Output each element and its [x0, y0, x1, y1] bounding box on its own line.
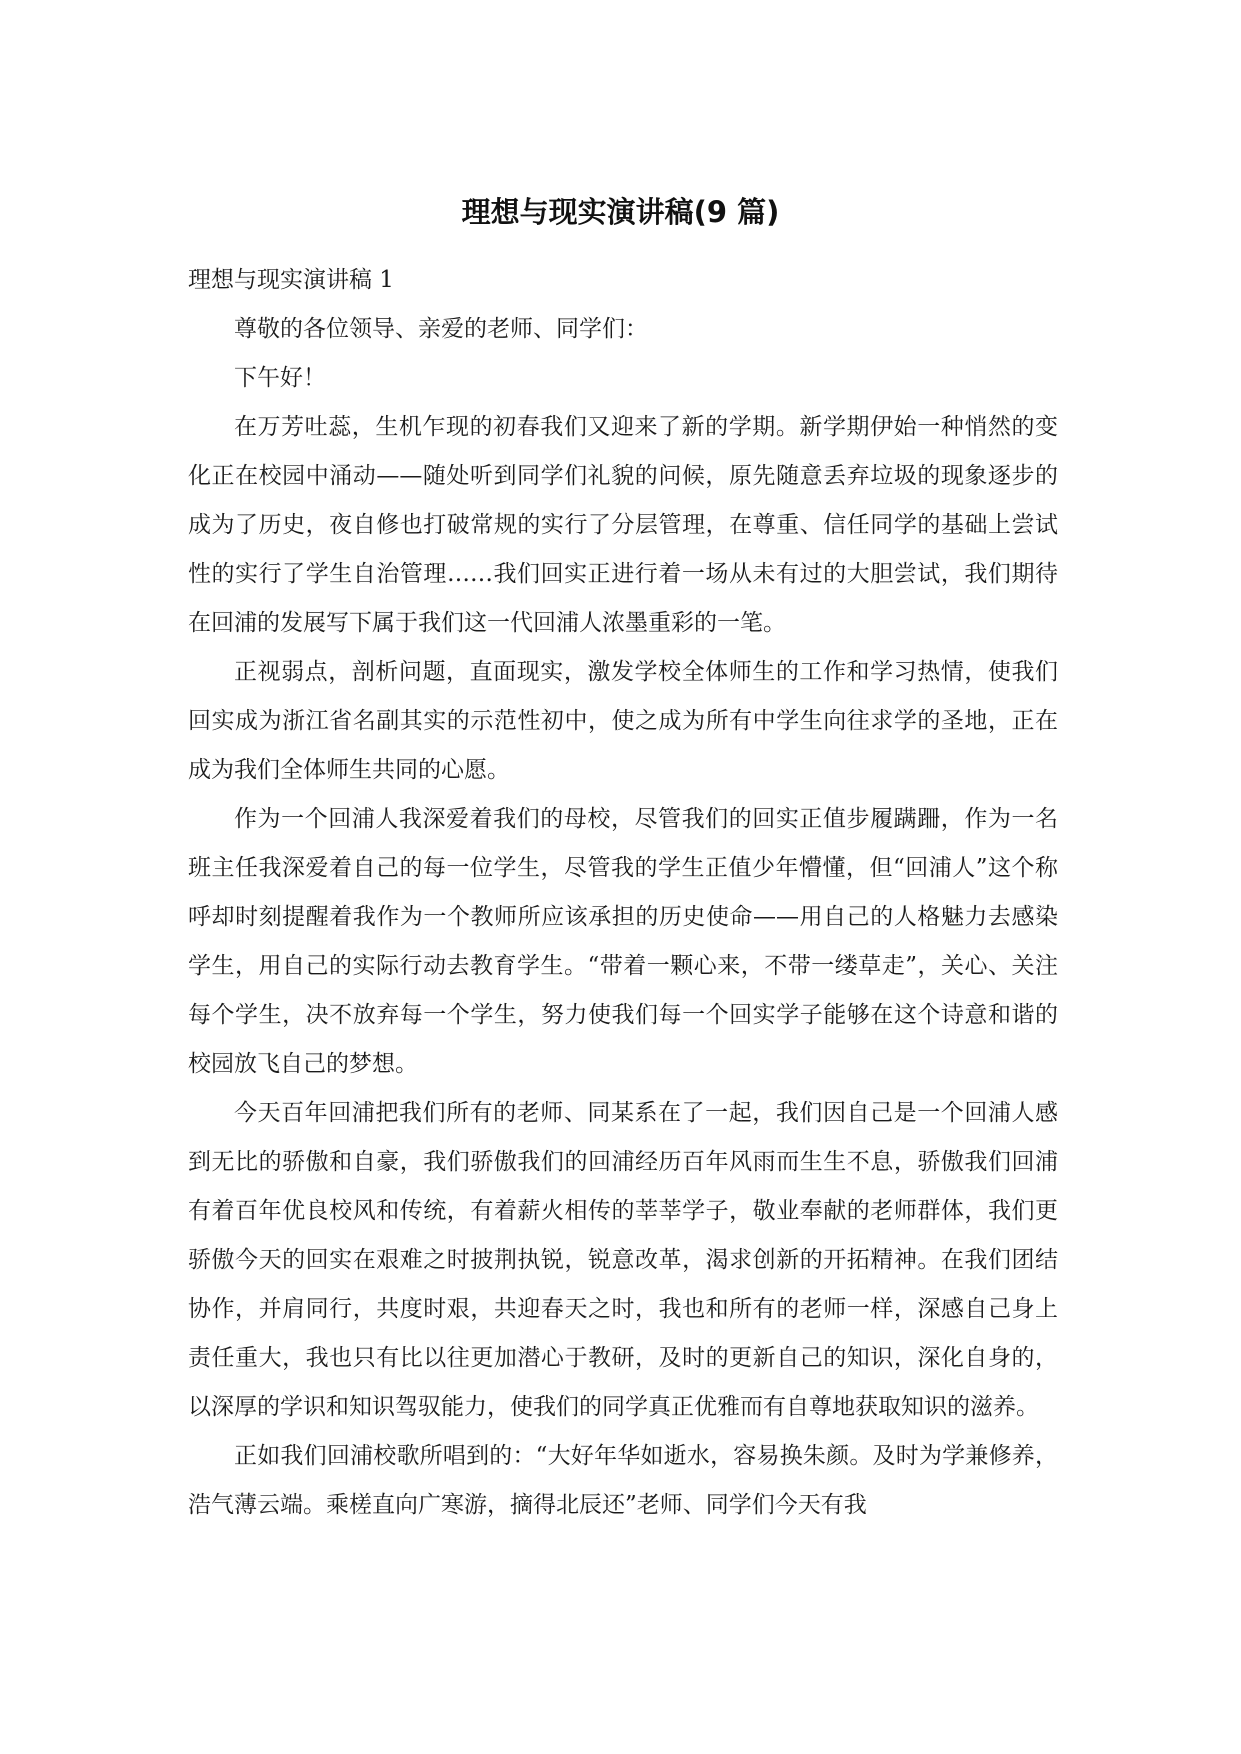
salutation-paragraph: 尊敬的各位领导、亲爱的老师、同学们： [234, 316, 648, 342]
body-paragraph: 作为一个回浦人我深爱着我们的母校，尽管我们的回实正值步履蹒跚，作为一名班主任我深爱着自己的每一位学生，尽管我的学生正值少年懵懂，但“回浦人”这个称呼却时刻提醒着我作为一个教师所应该承担的历史使命——用自己的人格魅力去感染学生，用自己的实际行动去教育学生。“带着一颗心来，不带一缕草走”，关心、关注每个学生，决不放弃每一个学生，努力使我们每一个回实学子能够在这个诗意和谐的校园放飞自己的梦想。 [188, 806, 1058, 1077]
body-paragraph: 在万芳吐蕊，生机乍现的初春我们又迎来了新的学期。新学期伊始一种悄然的变化正在校园中涌动——随处听到同学们礼貌的问候，原先随意丢弃垃圾的现象逐步的成为了历史，夜自修也打破常规的实行了分层管理，在尊重、信任同学的基础上尝试性的实行了学生自治管理……我们回实正进行着一场从未有过的大胆尝试，我们期待在回浦的发展写下属于我们这一代回浦人浓墨重彩的一笔。 [188, 414, 1058, 636]
body-paragraph: 今天百年回浦把我们所有的老师、同某系在了一起，我们因自己是一个回浦人感到无比的骄傲和自豪，我们骄傲我们的回浦经历百年风雨而生生不息，骄傲我们回浦有着百年优良校风和传统，有着薪火相传的莘莘学子，敬业奉献的老师群体，我们更骄傲今天的回实在艰难之时披荆执锐，锐意改革，渴求创新的开拓精神。在我们团结协作，并肩同行，共度时艰，共迎春天之时，我也和所有的老师一样，深感自己身上责任重大，我也只有比以往更加潜心于教研，及时的更新自己的知识，深化自身的，以深厚的学识和知识驾驭能力，使我们的同学真正优雅而有自尊地获取知识的滋养。 [188, 1100, 1058, 1420]
section-heading: 理想与现实演讲稿 1 [188, 267, 394, 293]
document-body [188, 256, 1058, 1530]
greeting-paragraph: 下午好！ [234, 365, 326, 391]
document-title: 理想与现实演讲稿(9 篇) [461, 195, 780, 229]
body-paragraph: 正如我们回浦校歌所唱到的：“大好年华如逝水，容易换朱颜。及时为学兼修养，浩气薄云端。乘槎直向广寒游，摘得北辰还”老师、同学们今天有我 [188, 1443, 1058, 1518]
body-paragraph: 正视弱点，剖析问题，直面现实，激发学校全体师生的工作和学习热情，使我们回实成为浙江省名副其实的示范性初中，使之成为所有中学生向往求学的圣地，正在成为我们全体师生共同的心愿。 [188, 659, 1058, 783]
